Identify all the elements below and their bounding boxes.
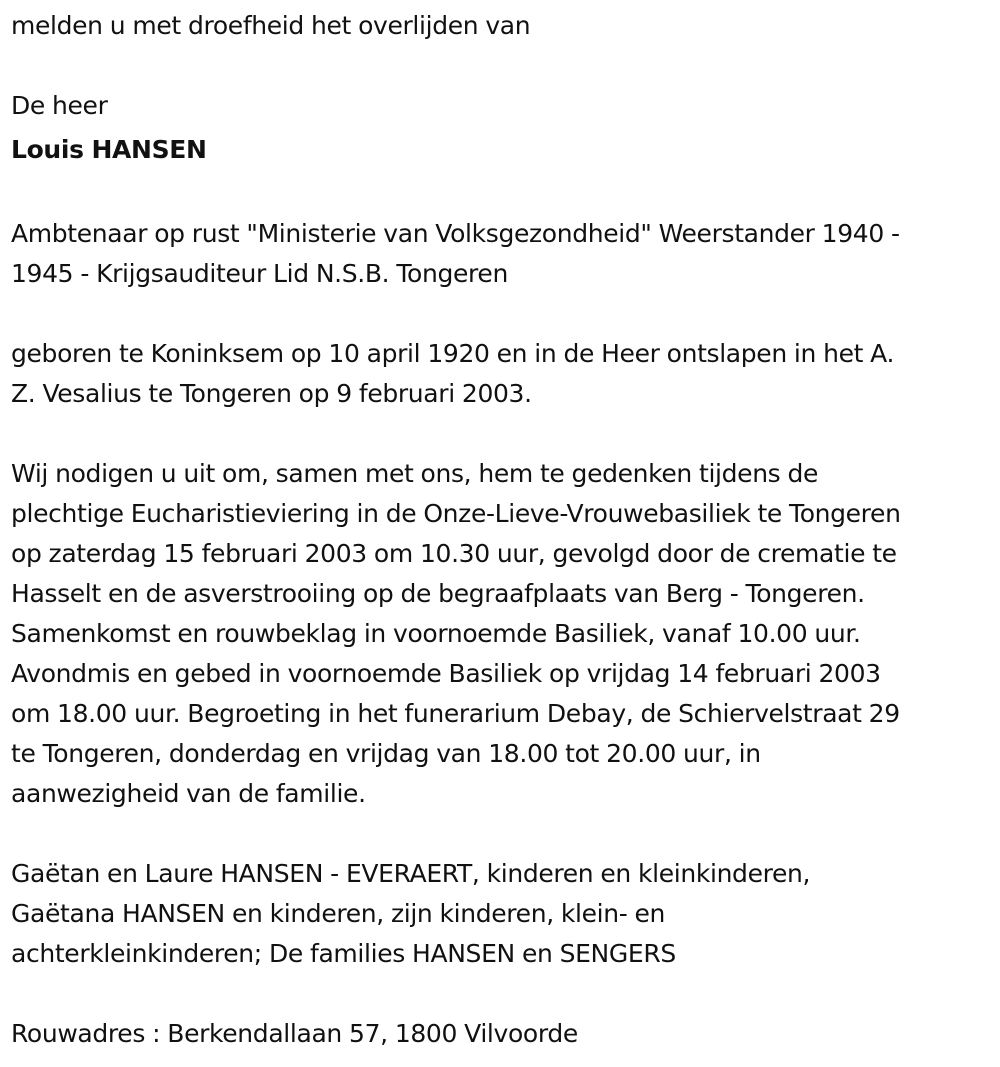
ceremony-text: Wij nodigen u uit om, samen met ons, hem te gedenken tijdens de plechtige Eucharistieviering in de Onze-Lieve-Vrouwebasiliek te Tongeren op zaterdag 15 februari 2003 om 10.30 uur, gevolgd door de crematie te Hasselt en de asverstrooiing op de begraafplaats van Berg - Tongeren. Samenkomst en rouwbeklag in voornoemde Basiliek, vanaf 10.00 uur. Avondmis en gebed in voornoemde Basiliek op vrijdag 14 februari 2003 om 18.00 uur. Begroeting in het funerarium Debay, de Schiervelstraat 29 te Tongeren, donderdag en vrijdag van 18.00 tot 20.00 uur, in aanwezigheid van de familie. (11, 459, 901, 808)
intro-text: melden u met droefheid het overlijden van (11, 11, 531, 40)
deceased-name: Louis HANSEN (11, 135, 207, 164)
spacer (11, 294, 996, 334)
birth-death-text: geboren te Koninksem op 10 april 1920 en in de Heer ontslapen in het A. Z. Vesalius te Tongeren op 9 februari 2003. (11, 339, 895, 408)
death-notice (11, 6, 996, 1054)
spacer (11, 174, 996, 214)
family-text: Gaëtan en Laure HANSEN - EVERAERT, kinderen en kleinkinderen, Gaëtana HANSEN en kinderen, zijn kinderen, klein- en achterkleinkinderen; De families HANSEN en SENGERS (11, 859, 811, 968)
spacer (11, 414, 996, 454)
spacer (11, 814, 996, 854)
spacer (11, 46, 996, 86)
mourning-address: Rouwadres : Berkendallaan 57, 1800 Vilvoorde (11, 1019, 578, 1048)
spacer (11, 974, 996, 1014)
occupation-text: Ambtenaar op rust "Ministerie van Volksgezondheid" Weerstander 1940 - 1945 - Krijgsauditeur Lid N.S.B. Tongeren (11, 219, 900, 288)
salutation-text: De heer (11, 91, 108, 120)
